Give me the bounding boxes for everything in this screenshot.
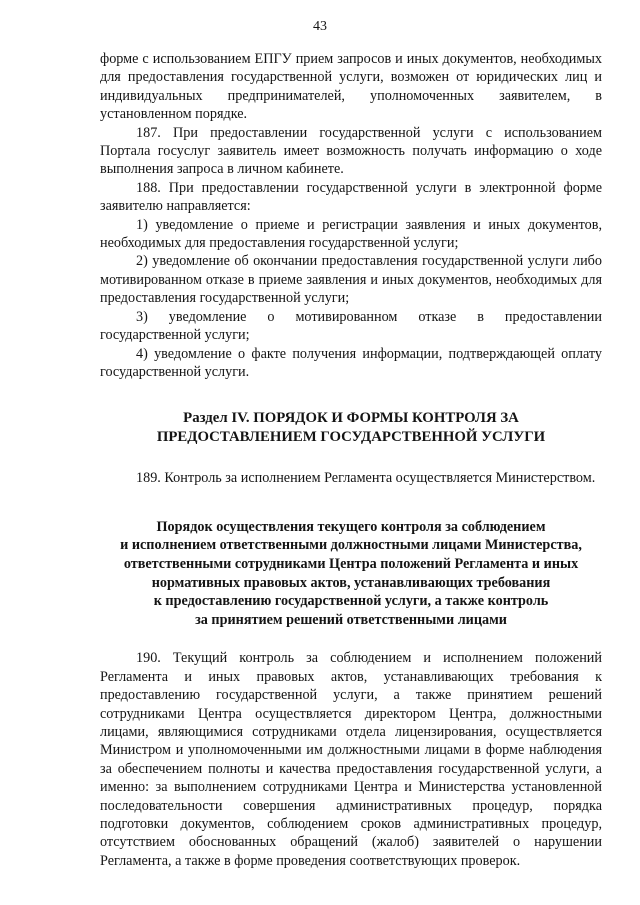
list-item-2: 2) уведомление об окончании предоставления государственной услуги либо мотивированном отказе в приеме заявления и иных документов, необходимых для предоставления государственной услуги;: [100, 253, 602, 307]
section-title-line-2: ПРЕДОСТАВЛЕНИЕМ ГОСУДАРСТВЕННОЙ УСЛУГИ: [156, 429, 546, 446]
page-number: 43: [313, 19, 327, 34]
paragraph-189: 189. Контроль за исполнением Регламента осуществляется Министерством.: [136, 470, 596, 487]
page-content: [100, 50, 602, 870]
paragraph-188: 188. При предоставлении государственной услуги в электронной форме заявителю направляется:: [100, 179, 602, 215]
section-title: [100, 409, 602, 447]
list-item-4: 4) уведомление о факте получения информации, подтверждающей оплату государственной услуги.: [100, 345, 602, 380]
paragraph-continuation: форме с использованием ЕПГУ прием запросов и иных документов, необходимых для предоставления государственной услуги, возможен от юридических лиц и индивидуальных предпринимателей, уполномоченных заявителем, в установленном порядке.: [100, 51, 602, 123]
subsection-title-line: за принятием решений ответственными лицами: [195, 611, 507, 628]
subsection-title: [100, 518, 602, 630]
subsection-title-line: нормативных правовых актов, устанавливающих требования: [151, 574, 551, 591]
subsection-title-line: ответственными сотрудниками Центра положений Регламента и иных: [123, 555, 579, 572]
list-item-1: 1) уведомление о приеме и регистрации заявления и иных документов, необходимых для предоставления государственной услуги;: [100, 216, 602, 252]
paragraph-190: 190. Текущий контроль за соблюдением и исполнением положений Регламента и иных правовых актов, устанавливающих требования к предоставлению государственной услуги, а также принятием решений сотрудниками Центра осуществляется директором Центра, должностными лицами, являющимися сотрудниками отдела лицензирования, осуществляется Министром и уполномоченными им должностными лицами в форме наблюдения за обеспечением полноты и качества предоставления государственной услуги, а именно: за выполнением сотрудниками Центра и Министерства установленной последовательности совершения административных процедур, порядка подготовки документов, соблюдением сроков административных процедур, отсутствием обоснованных обращений (жалоб) заявителей о нарушении Регламента, а также в форме проведения соответствующих проверок.: [100, 650, 602, 869]
subsection-title-line: и исполнением ответственными должностными лицами Министерства,: [120, 537, 582, 554]
list-item-3: 3) уведомление о мотивированном отказе в предоставлении государственной услуги;: [100, 308, 602, 344]
subsection-title-line: Порядок осуществления текущего контроля за соблюдением: [156, 518, 546, 535]
section-title-line-1: Раздел IV. ПОРЯДОК И ФОРМЫ КОНТРОЛЯ ЗА: [183, 410, 519, 427]
paragraph-187: 187. При предоставлении государственной услуги с использованием Портала госуслуг заявитель имеет возможность получать информацию о ходе выполнения запроса в личном кабинете.: [100, 124, 602, 178]
subsection-title-line: к предоставлению государственной услуги, а также контроль: [153, 593, 549, 610]
